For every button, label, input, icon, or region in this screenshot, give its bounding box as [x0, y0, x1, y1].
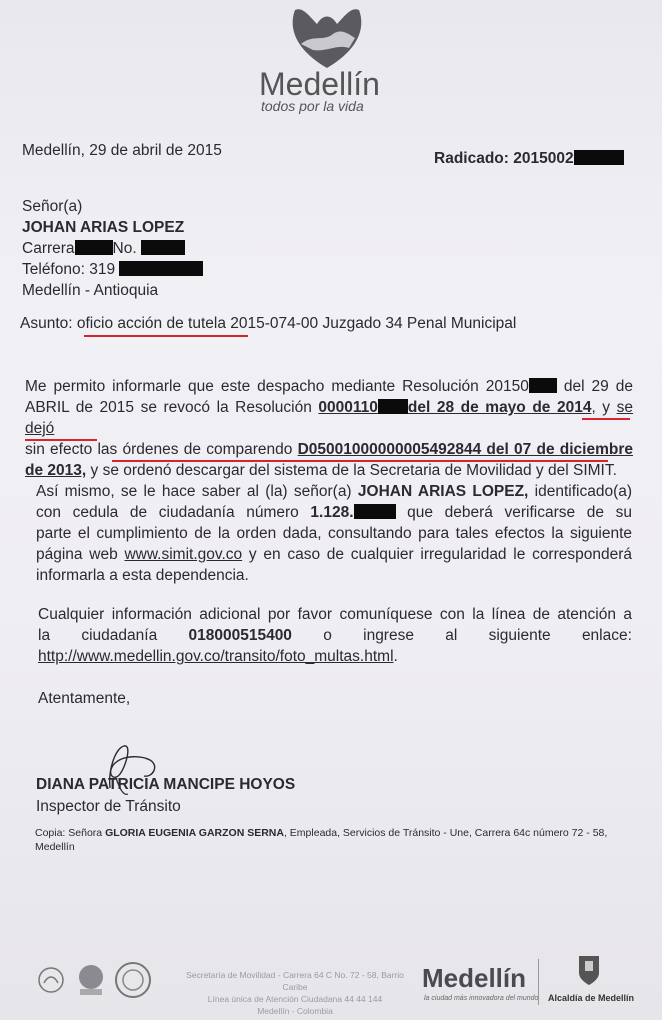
- footer-brand-tagline: la ciudad más innovadora del mundo: [424, 995, 539, 1002]
- recipient-block: [22, 196, 322, 301]
- signatory-name: DIANA PATRICIA MANCIPE HOYOS: [36, 776, 296, 793]
- logo-wordmark: Medellín: [259, 66, 380, 102]
- footer-address: Secretaría de Movilidad - Carrera 64 C No. 72 - 58, Barrio Caribe Línea única de Atención Ciudadana 44 44 144 Medellín - Colombia: [186, 970, 404, 1016]
- redaction: [378, 399, 408, 414]
- recipient-name: JOHAN ARIAS LOPEZ: [22, 219, 185, 236]
- paragraph-1: Me permito informarle que este despacho mediante Resolución 20150 del 29 de ABRIL de 2015 se revocó la Resolución 0000110 del 28 de mayo de 2014, y se dejó sin efecto las órdenes de comparendo D05001000000005492844 del 07 de diciembre de 2013, y se ordenó descargar del sistema de la Secretaria de Movilidad y del SIMIT.: [25, 378, 633, 479]
- paragraph-2: Así mismo, se le hace saber al (la) señor(a) JOHAN ARIAS LOPEZ, identificado(a) con cedula de ciudadanía número 1.128. que deberá verificarse de su parte el cumplimiento de la orden dada, consultando para tales efectos la siguiente página web www.simit.gov.co y en caso de cualquier irregularidad le corresponderá informarla a esta dependencia.: [36, 483, 633, 584]
- annotation-underline: [582, 418, 630, 420]
- redaction: [529, 378, 557, 393]
- quality-seal-icon: [114, 961, 152, 999]
- recipient-phone: Teléfono: 319: [22, 259, 322, 280]
- letter-date: Medellín, 29 de abril de 2015: [22, 142, 222, 159]
- redaction: [75, 240, 113, 255]
- annotation-underline: [112, 460, 608, 462]
- subject-rest: 2015-074-00 Juzgado 34 Penal Municipal: [230, 315, 517, 332]
- recipient-city: Medellín - Antioquia: [22, 282, 159, 299]
- redaction: [354, 504, 396, 519]
- subject-line: [20, 313, 516, 334]
- simit-link[interactable]: www.simit.gov.co: [124, 546, 243, 563]
- annotation-underline: [84, 335, 248, 337]
- footer-brand: Medellín: [422, 963, 527, 993]
- footer-divider: [538, 959, 539, 1005]
- logo: [255, 4, 405, 114]
- recipient-address: Carrera No.: [22, 238, 322, 259]
- foto-multas-link[interactable]: http://www.medellin.gov.co/transito/foto_multas.html: [38, 648, 394, 665]
- redaction: [141, 240, 185, 255]
- alcaldia-label: Alcaldía de Medellín: [548, 993, 635, 1003]
- subject-label: Asunto:: [20, 315, 73, 332]
- signatory-title: Inspector de Tránsito: [36, 798, 181, 815]
- footer: [0, 955, 662, 1015]
- coat-of-arms-icon: [576, 953, 602, 987]
- redaction: [574, 150, 624, 165]
- radicado-label: Radicado: 2015002: [434, 150, 574, 167]
- copy-note: Copia: Señora GLORIA EUGENIA GARZON SERNA, Empleada, Servicios de Tránsito - Une, Carrera 64c número 72 - 58, Medellín: [35, 827, 608, 853]
- heart-mountain-icon: [287, 4, 367, 70]
- logo-tagline: todos por la vida: [261, 98, 364, 114]
- subject-underlined: oficio acción de tutela: [76, 315, 226, 332]
- closing: Atentamente,: [38, 690, 131, 707]
- redaction: [119, 261, 203, 276]
- paragraph-3: Cualquier información adicional por favor comuníquese con la línea de atención a la ciudadanía 018000515400 o ingrese al siguiente enlace: http://www.medellin.gov.co/transito/foto_multas.html.: [38, 606, 632, 665]
- certification-icon: [76, 963, 106, 997]
- radicado: [434, 148, 624, 169]
- salutation: Señor(a): [22, 198, 83, 215]
- seal-icon: [36, 965, 66, 995]
- annotation-underline: [25, 439, 97, 441]
